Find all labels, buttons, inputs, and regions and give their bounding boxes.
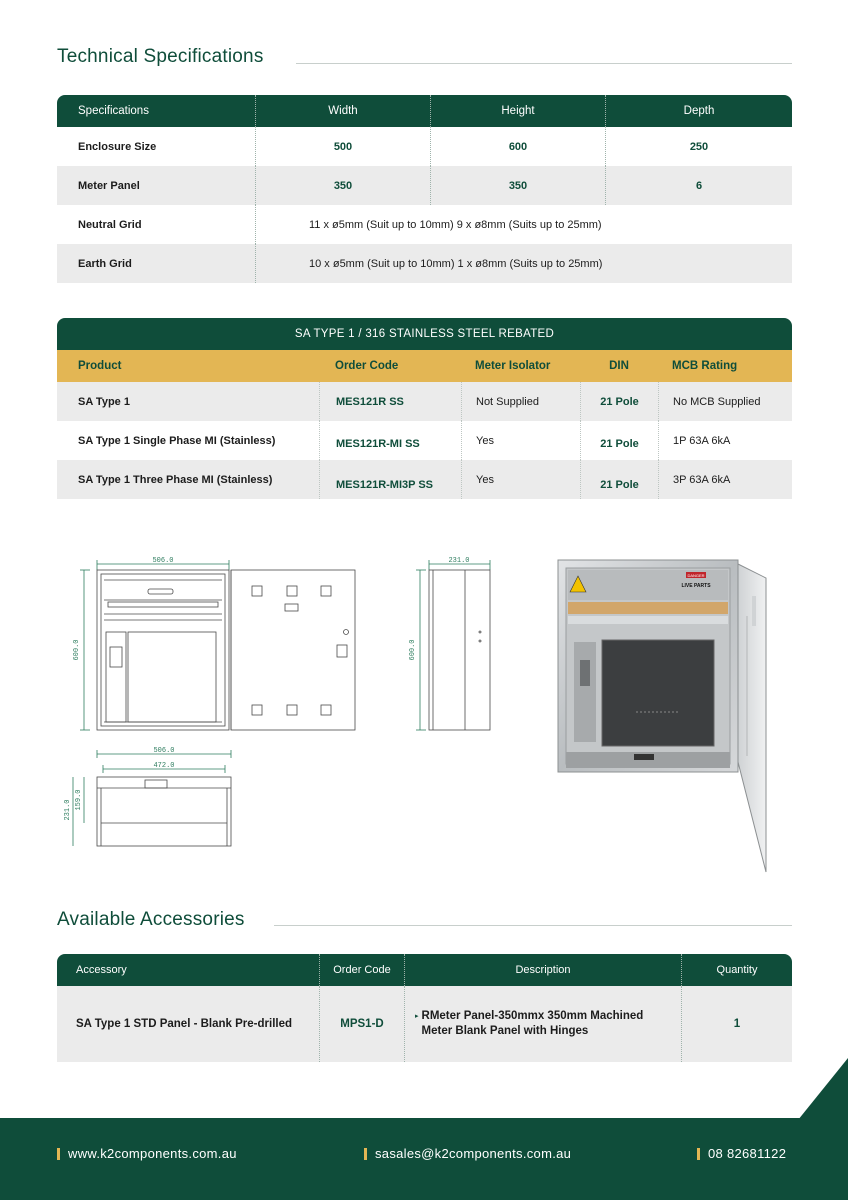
footer-email[interactable] <box>364 1146 571 1161</box>
cell-din: 21 Pole <box>580 460 658 499</box>
product-table-header <box>57 350 792 382</box>
email-link[interactable]: sasales@k2components.com.au <box>375 1146 572 1161</box>
header-specifications: Specifications <box>78 105 149 117</box>
cell-accessory: SA Type 1 STD Panel - Blank Pre-drilled <box>76 1018 293 1030</box>
description-line-1: RMeter Panel-350mmx 350mm Machined <box>421 1010 644 1022</box>
cell-meter-isolator: Yes <box>461 421 580 460</box>
description-line-2: Meter Blank Panel with Hinges <box>421 1025 589 1037</box>
cell-product: SA Type 1 Three Phase MI (Stainless) <box>78 473 273 486</box>
table-row <box>57 205 792 244</box>
footer-website[interactable] <box>57 1146 237 1161</box>
header-order-code: Order Code <box>335 360 399 372</box>
cell-product: SA Type 1 Single Phase MI (Stainless) <box>78 434 276 447</box>
accessories-table-header <box>57 954 792 986</box>
dim-plan-inner-width: 472.0 <box>153 762 175 770</box>
cell-order-code: MPS1-D <box>319 986 404 1062</box>
cell-depth: 250 <box>605 127 792 166</box>
table-row <box>57 166 792 205</box>
side-view-drawing <box>404 552 504 742</box>
website-link[interactable]: www.k2components.com.au <box>68 1146 237 1161</box>
header-description: Description <box>404 954 681 986</box>
spec-table <box>57 95 792 283</box>
header-product: Product <box>78 360 122 372</box>
dim-plan-width: 506.0 <box>153 747 175 755</box>
title-rule <box>296 63 792 64</box>
title-rule <box>274 925 792 926</box>
product-table <box>57 318 792 499</box>
cell-order-code: MES121R-MI3P SS <box>319 460 461 499</box>
table-row <box>57 127 792 166</box>
cell-description <box>404 986 681 1062</box>
cell-order-code: MES121R SS <box>319 382 461 421</box>
header-mcb-rating: MCB Rating <box>672 360 738 372</box>
section-title-available-accessories: Available Accessories <box>57 909 245 930</box>
cell-span: 11 x ø5mm (Suit up to 10mm) 9 x ø8mm (Suits up to 25mm) <box>255 205 792 244</box>
table-row <box>57 244 792 283</box>
header-width: Width <box>255 95 430 127</box>
header-height: Height <box>430 95 605 127</box>
product-table-title: SA TYPE 1 / 316 STAINLESS STEEL REBATED <box>57 318 792 350</box>
header-accessory: Accessory <box>76 964 127 976</box>
dim-front-height: 600.0 <box>73 639 81 661</box>
bullet-bar <box>364 1148 367 1160</box>
row-label: Meter Panel <box>78 179 140 192</box>
cell-depth: 6 <box>605 166 792 205</box>
dim-plan-depth: 231.0 <box>64 799 72 821</box>
cell-mcb-rating: No MCB Supplied <box>658 382 792 421</box>
accessories-table <box>57 954 792 1062</box>
live-parts-label: LIVE PARTS <box>681 583 711 589</box>
front-view-drawing <box>66 552 366 752</box>
dim-side-height: 600.0 <box>409 639 417 661</box>
danger-sticker-text: DANGER <box>687 573 705 578</box>
table-row <box>57 460 792 499</box>
cell-product: SA Type 1 <box>78 395 130 408</box>
header-din: DIN <box>609 360 629 372</box>
dim-side-depth: 231.0 <box>448 557 470 565</box>
cell-order-code: MES121R-MI SS <box>319 421 461 460</box>
plan-view-drawing <box>58 742 248 852</box>
footer-corner-accent <box>798 1058 848 1120</box>
row-label: Neutral Grid <box>78 218 142 231</box>
cell-din: 21 Pole <box>580 382 658 421</box>
cell-span: 10 x ø5mm (Suit up to 10mm) 1 x ø8mm (Suits up to 25mm) <box>255 244 792 283</box>
section-title-technical-specifications: Technical Specifications <box>57 46 264 67</box>
spec-table-header <box>57 95 792 127</box>
header-order-code: Order Code <box>319 954 404 986</box>
table-row <box>57 382 792 421</box>
phone-link[interactable]: 08 82681122 <box>708 1146 787 1161</box>
header-meter-isolator: Meter Isolator <box>475 360 551 372</box>
row-label: Enclosure Size <box>78 140 157 153</box>
cell-meter-isolator: Not Supplied <box>461 382 580 421</box>
enclosure-photo <box>552 556 778 882</box>
cell-width: 500 <box>255 127 430 166</box>
dim-front-width: 506.0 <box>152 557 174 565</box>
header-depth: Depth <box>605 95 792 127</box>
bullet-bar <box>57 1148 60 1160</box>
cell-width: 350 <box>255 166 430 205</box>
cell-din: 21 Pole <box>580 421 658 460</box>
cell-meter-isolator: Yes <box>461 460 580 499</box>
cell-height: 600 <box>430 127 605 166</box>
table-row <box>57 986 792 1062</box>
table-row <box>57 421 792 460</box>
cell-quantity: 1 <box>681 986 792 1062</box>
cell-mcb-rating: 1P 63A 6kA <box>658 421 792 460</box>
header-quantity: Quantity <box>681 954 792 986</box>
bullet-icon: ▸ <box>415 1013 419 1020</box>
row-label: Earth Grid <box>78 257 132 270</box>
footer-phone[interactable] <box>697 1146 786 1161</box>
bullet-bar <box>697 1148 700 1160</box>
cell-height: 350 <box>430 166 605 205</box>
dim-plan-inner-depth: 159.0 <box>75 789 83 811</box>
cell-mcb-rating: 3P 63A 6kA <box>658 460 792 499</box>
